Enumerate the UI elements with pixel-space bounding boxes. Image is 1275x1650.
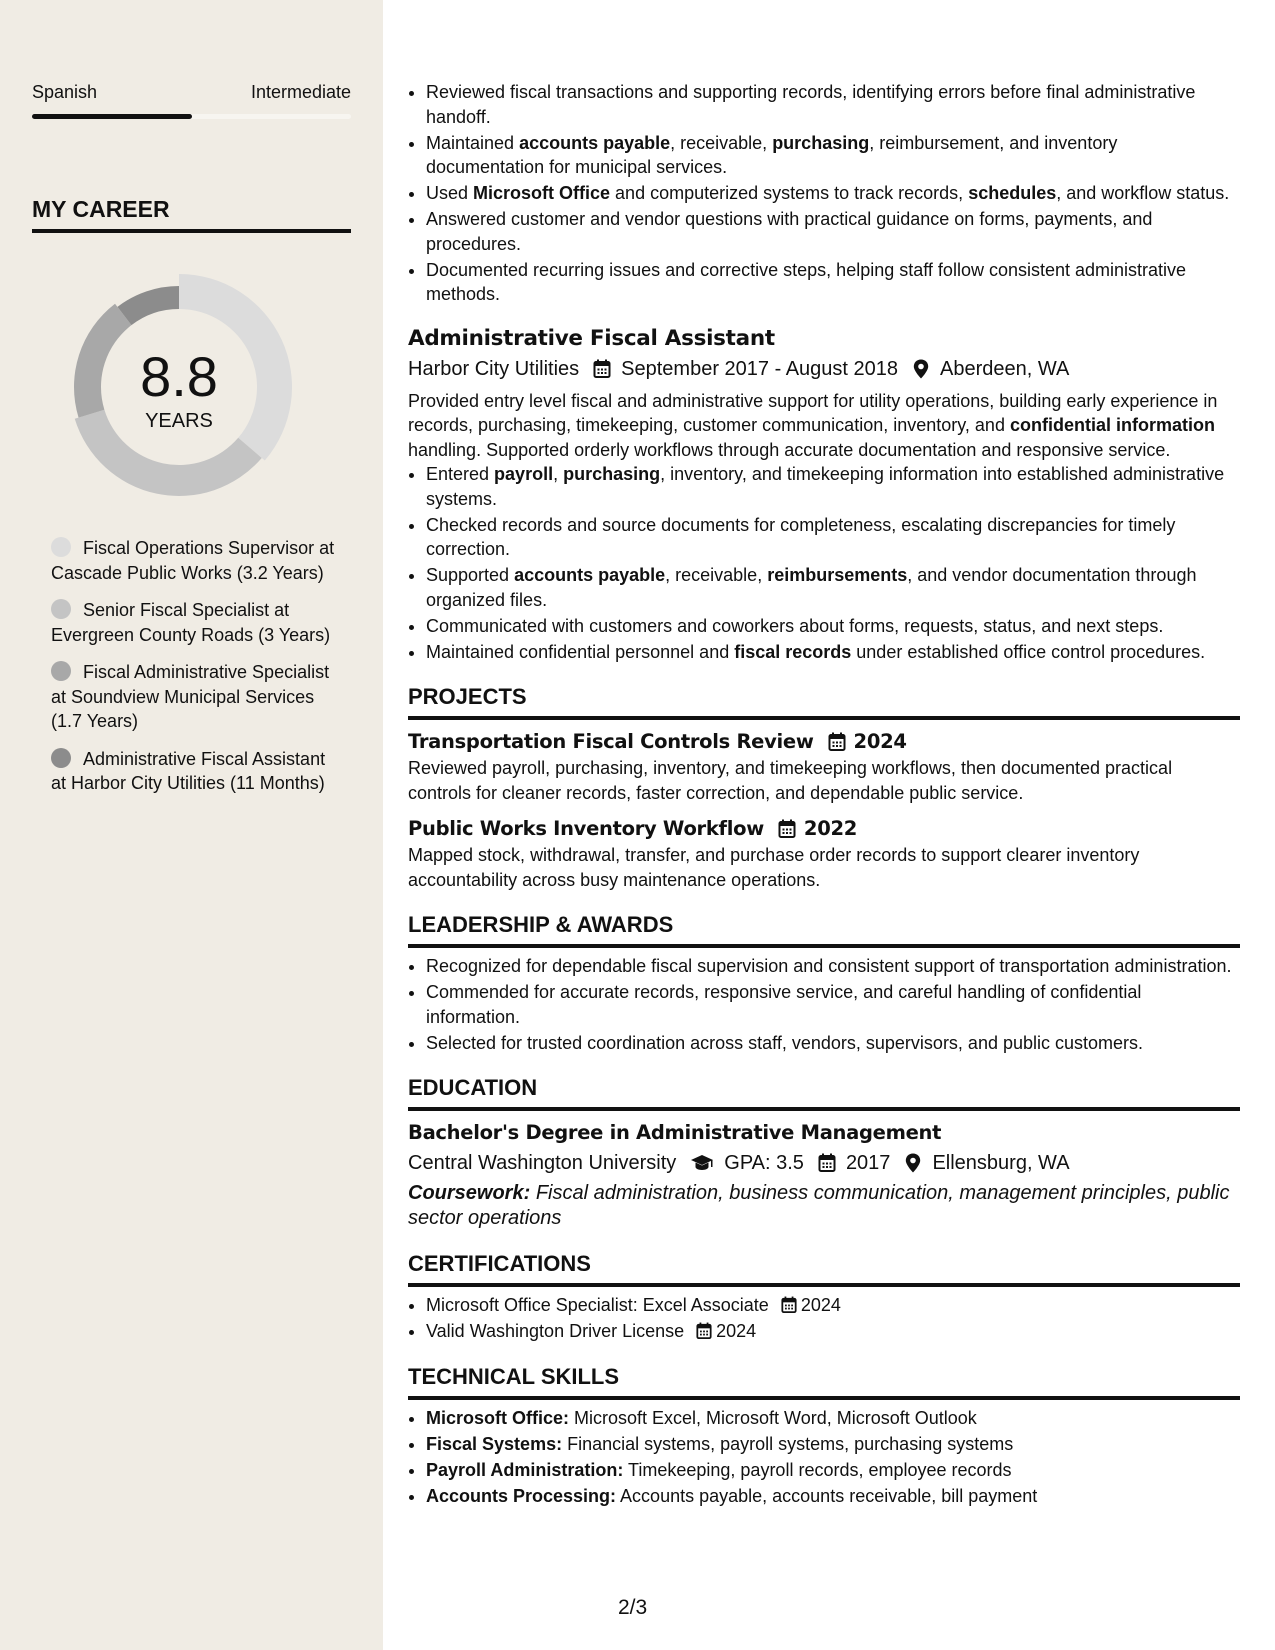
coursework-text: Fiscal administration, business communication, management principles, public sector operations: [408, 1182, 1230, 1229]
education-degree: Bachelor's Degree in Administrative Management: [408, 1121, 942, 1144]
language-name: Spanish: [32, 82, 98, 102]
legend-dot-icon: [51, 599, 71, 619]
career-legend-label: Fiscal Administrative Specialist at Soundview Municipal Services (1.7 Years): [51, 662, 330, 731]
skill-label: Payroll Administration:: [426, 1459, 624, 1480]
language-row: [32, 82, 351, 103]
skill-item: [426, 1432, 1240, 1457]
education-location: Ellensburg, WA: [932, 1152, 1070, 1174]
skill-value: Microsoft Excel, Microsoft Word, Microsoft Outlook: [569, 1407, 977, 1428]
skill-value: Accounts payable, accounts receivable, bill payment: [616, 1485, 1038, 1506]
career-legend-label: Fiscal Operations Supervisor at Cascade Public Works (3.2 Years): [51, 538, 335, 583]
bullet-item: • Checked records and source documents for completeness, escalating discrepancies for timely correction.: [426, 513, 1240, 562]
skills-heading: TECHNICAL SKILLS: [408, 1362, 1240, 1400]
job-meta: [408, 355, 1240, 383]
career-legend: [51, 536, 341, 809]
calendar-icon: [828, 732, 846, 752]
skill-item: [426, 1406, 1240, 1431]
project-year: 2024: [853, 730, 907, 753]
skill-value: Financial systems, payroll systems, purchasing systems: [562, 1433, 1014, 1454]
certification-item: [426, 1293, 1240, 1318]
career-legend-item: [51, 598, 341, 647]
job-location: Aberdeen, WA: [940, 357, 1070, 380]
career-legend-item: [51, 660, 341, 734]
certification-name: Valid Washington Driver License: [426, 1321, 685, 1341]
career-total-unit: YEARS: [145, 410, 213, 432]
job-company: Harbor City Utilities: [408, 357, 580, 380]
project-year: 2022: [803, 817, 857, 840]
project-name: Transportation Fiscal Controls Review: [408, 730, 814, 753]
skill-label: Fiscal Systems:: [426, 1433, 563, 1454]
project-description: Mapped stock, withdrawal, transfer, and purchase order records to support clearer inventory accountability across busy maintenance operations.: [408, 845, 1140, 890]
skill-item: [426, 1458, 1240, 1483]
project-name: Public Works Inventory Workflow: [408, 817, 764, 840]
main-content: [408, 80, 1240, 1510]
skill-label: Microsoft Office:: [426, 1407, 570, 1428]
bullet-item: • Answered customer and vendor questions with practical guidance on forms, payments, and procedures.: [426, 207, 1240, 256]
career-total: [66, 345, 292, 433]
project-title: [408, 728, 1240, 756]
education-school: Central Washington University: [408, 1152, 677, 1174]
job-title: Administrative Fiscal Assistant: [408, 325, 775, 351]
education-coursework: [408, 1181, 1240, 1231]
projects-list: [408, 728, 1240, 892]
projects-heading: PROJECTS: [408, 682, 1240, 720]
bullet-item: • Used Microsoft Office and computerized systems to track records, schedules, and workflow status.: [426, 181, 1240, 206]
education-heading: EDUCATION: [408, 1073, 1240, 1111]
page-number: 2/3: [618, 1596, 648, 1619]
calendar-icon: [696, 1322, 712, 1340]
calendar-icon: [778, 819, 796, 839]
skills-list: [426, 1406, 1240, 1509]
award-item: • Selected for trusted coordination across staff, vendors, supervisors, and public customers.: [426, 1031, 1240, 1056]
calendar-icon: [781, 1296, 797, 1314]
career-heading: MY CAREER: [32, 196, 351, 233]
previous-job-bullets: [426, 80, 1240, 307]
project-description: Reviewed payroll, purchasing, inventory, and timekeeping workflows, then documented practical controls for cleaner records, faster correction, and dependable public service.: [408, 758, 1173, 803]
job-description: Provided entry level fiscal and administrative support for utility operations, building early experience in records, purchasing, timekeeping, customer communication, inventory, and confidential information handling. Supported orderly workflows through accurate documentation and responsive service.: [408, 390, 1218, 460]
graduation-cap-icon: [690, 1153, 714, 1173]
bullet-item: • Communicated with customers and coworkers about forms, requests, status, and next steps.: [426, 614, 1240, 639]
career-legend-item: [51, 536, 341, 585]
award-item: • Commended for accurate records, responsive service, and careful handling of confidential information.: [426, 980, 1240, 1029]
leadership-heading: LEADERSHIP & AWARDS: [408, 910, 1240, 948]
bullet-item: • Documented recurring issues and corrective steps, helping staff follow consistent administrative methods.: [426, 258, 1240, 307]
coursework-label: Coursework:: [408, 1182, 531, 1204]
education-gpa: GPA: 3.5: [724, 1152, 804, 1174]
map-pin-icon: [904, 1153, 922, 1173]
career-legend-item: [51, 747, 341, 796]
skill-item: [426, 1484, 1240, 1509]
bullet-item: • Maintained confidential personnel and fiscal records under established office control procedures.: [426, 640, 1240, 665]
sidebar: [0, 0, 383, 1650]
project-title: [408, 815, 1240, 843]
career-legend-label: Senior Fiscal Specialist at Evergreen County Roads (3 Years): [51, 600, 331, 645]
certification-name: Microsoft Office Specialist: Excel Associate: [426, 1295, 769, 1315]
legend-dot-icon: [51, 661, 71, 681]
certification-year: 2024: [716, 1321, 757, 1341]
bullet-item: • Maintained accounts payable, receivable, purchasing, reimbursement, and inventory documentation for municipal services.: [426, 131, 1240, 180]
skill-label: Accounts Processing:: [426, 1485, 617, 1506]
certification-year: 2024: [800, 1295, 841, 1315]
language-proficiency-bar: [32, 114, 351, 119]
language-proficiency-fill: [32, 114, 192, 119]
career-legend-label: Administrative Fiscal Assistant at Harbor City Utilities (11 Months): [51, 748, 326, 793]
language-level: Intermediate: [250, 82, 351, 102]
education-meta: [408, 1149, 1240, 1177]
career-total-value: 8.8: [140, 345, 218, 408]
bullet-item: • Reviewed fiscal transactions and supporting records, identifying errors before final administrative handoff.: [426, 80, 1240, 129]
skill-value: Timekeeping, payroll records, employee records: [623, 1459, 1012, 1480]
calendar-icon: [818, 1153, 836, 1173]
bullet-item: • Supported accounts payable, receivable, reimbursements, and vendor documentation through organized files.: [426, 563, 1240, 612]
education-year: 2017: [845, 1152, 891, 1174]
certifications-list: [426, 1293, 1240, 1344]
certification-item: [426, 1319, 1240, 1344]
job-dates: September 2017 - August 2018: [621, 357, 899, 380]
map-pin-icon: [912, 359, 930, 379]
award-item: • Recognized for dependable fiscal supervision and consistent support of transportation administration.: [426, 954, 1240, 979]
leadership-list: [426, 954, 1240, 1055]
job-bullets: [426, 462, 1240, 664]
calendar-icon: [593, 359, 611, 379]
certifications-heading: CERTIFICATIONS: [408, 1249, 1240, 1287]
legend-dot-icon: [51, 537, 71, 557]
bullet-item: • Entered payroll, purchasing, inventory, and timekeeping information into established administrative systems.: [426, 462, 1240, 511]
legend-dot-icon: [51, 748, 71, 768]
